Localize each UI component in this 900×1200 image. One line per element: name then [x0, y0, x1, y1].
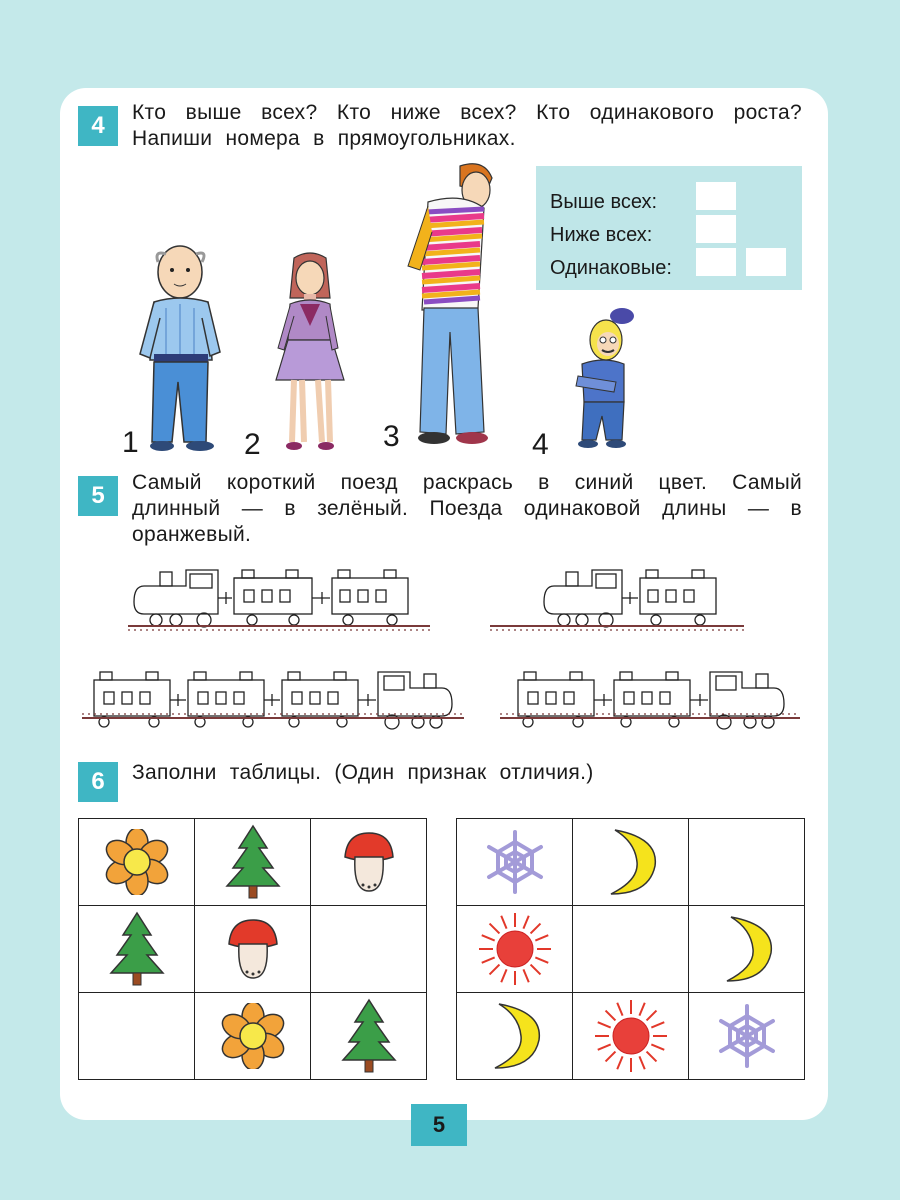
train-2-two-units[interactable] — [488, 564, 746, 636]
train-4-three-units[interactable] — [498, 666, 802, 738]
tall-man-figure — [402, 162, 498, 452]
table-2-cell-r1-c3[interactable] — [688, 818, 805, 906]
mushroom-icon — [225, 916, 281, 982]
old-man-figure — [136, 242, 226, 454]
same-height-answer-box-2[interactable] — [746, 248, 786, 276]
table-1-cell-r2-c2 — [194, 905, 311, 993]
table-2-cell-r3-c3 — [688, 992, 805, 1080]
table-2-cell-r1-c1 — [456, 818, 573, 906]
flower-icon — [104, 829, 170, 895]
table-1 — [78, 818, 426, 1080]
figure-1-number: 1 — [122, 426, 139, 459]
figure-3-number: 3 — [383, 420, 400, 453]
tree-icon — [341, 998, 397, 1074]
table-2-cell-r3-c1 — [456, 992, 573, 1080]
task-5-badge: 5 — [78, 476, 118, 516]
table-2 — [456, 818, 804, 1080]
task-5-text: Самый короткий поезд раскрась в синий цвет. Самый длинный — в зелёный. Поезда одинаковой длины — в оранжевый. — [132, 471, 802, 546]
moon-icon — [485, 1000, 545, 1072]
same-height-label: Одинаковые: — [550, 257, 672, 279]
table-1-cell-r2-c3[interactable] — [310, 905, 427, 993]
mushroom-icon — [341, 829, 397, 895]
answer-panel — [536, 166, 802, 290]
table-1-cell-r3-c3 — [310, 992, 427, 1080]
shortest-label: Ниже всех: — [550, 224, 653, 246]
sun-icon — [591, 996, 671, 1076]
figure-4-number: 4 — [532, 428, 549, 461]
figure-2-number: 2 — [244, 428, 261, 461]
table-2-cell-r2-c2[interactable] — [572, 905, 689, 993]
table-2-cell-r1-c2 — [572, 818, 689, 906]
tallest-label: Выше всех: — [550, 191, 658, 213]
task-4-badge: 4 — [78, 106, 118, 146]
task-6-text: Заполни таблицы. (Один признак отличия.) — [132, 761, 594, 784]
moon-icon — [601, 826, 661, 898]
task-6-badge: 6 — [78, 762, 118, 802]
table-1-cell-r2-c1 — [78, 905, 195, 993]
page-number: 5 — [411, 1104, 467, 1146]
table-2-cell-r2-c3 — [688, 905, 805, 993]
table-2-cell-r2-c1 — [456, 905, 573, 993]
tree-icon — [225, 824, 281, 900]
task-4-text: Кто выше всех? Кто ниже всех? Кто одинакового роста? Напиши номера в прямоугольниках. — [132, 101, 802, 150]
flower-icon — [220, 1003, 286, 1069]
table-1-cell-r1-c1 — [78, 818, 195, 906]
table-1-cell-r3-c2 — [194, 992, 311, 1080]
sun-icon — [475, 909, 555, 989]
tallest-answer-box[interactable] — [696, 182, 736, 210]
train-3-four-units[interactable] — [80, 666, 466, 738]
same-height-answer-box-1[interactable] — [696, 248, 736, 276]
table-1-cell-r3-c1[interactable] — [78, 992, 195, 1080]
table-1-cell-r1-c3 — [310, 818, 427, 906]
snowflake-icon — [713, 1002, 781, 1070]
short-man-figure — [566, 306, 638, 454]
snowflake-icon — [481, 828, 549, 896]
train-1-three-units[interactable] — [126, 564, 432, 636]
table-2-cell-r3-c2 — [572, 992, 689, 1080]
girl-figure — [272, 252, 348, 456]
shortest-answer-box[interactable] — [696, 215, 736, 243]
table-1-cell-r1-c2 — [194, 818, 311, 906]
moon-icon — [717, 913, 777, 985]
tree-icon — [109, 911, 165, 987]
